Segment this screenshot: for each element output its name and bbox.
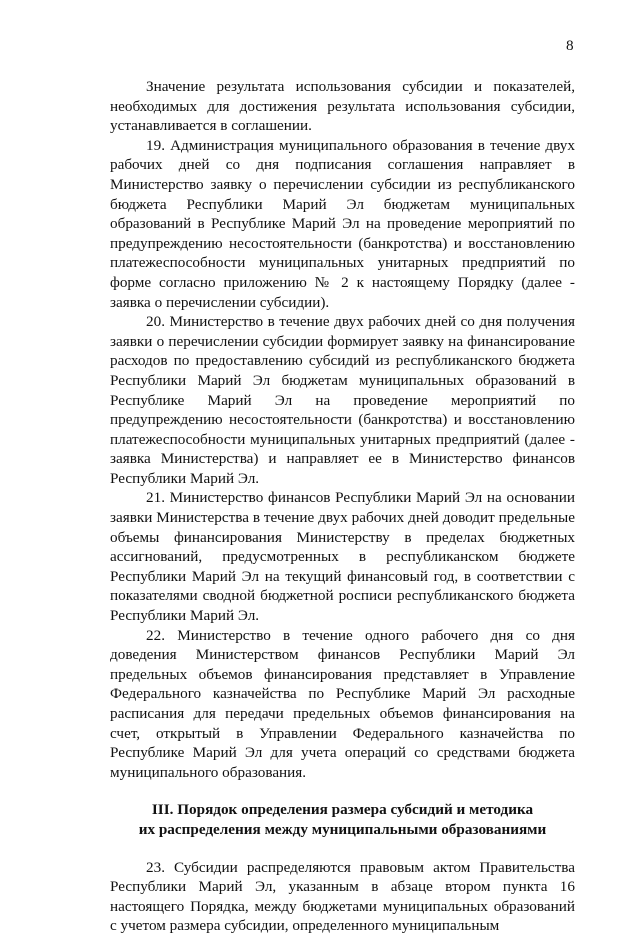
paragraph-19: 19. Администрация муниципального образования в течение двух рабочих дней со дня подписания соглашения направляет в Министерство заявку о перечислении субсидии из республиканского бюджета Республики Марий Эл бюджетам муниципальных образований в Республике Марий Эл на проведение мероприятий по предупреждению несостоятельности (банкротства) и восстановлению платежеспособности муниципальных унитарных предприятий по форме согласно приложению № 2 к настоящему Порядку (далее - заявка о перечислении субсидии). <box>110 136 575 311</box>
paragraph-21: 21. Министерство финансов Республики Марий Эл на основании заявки Министерства в течение двух рабочих дней доводит предельные объемы финансирования Министерству в пределах бюджетных ассигнований, предусмотренных в республиканском бюджете Республики Марий Эл на текущий финансовый год, в соответствии с показателями сводной бюджетной росписи республиканского бюджета Республики Марий Эл. <box>110 489 575 625</box>
paragraph-20: 20. Министерство в течение двух рабочих дней со дня получения заявки о перечислении субсидии формирует заявку на финансирование расходов по предоставлению субсидий из республиканского бюджета Республики Марий Эл бюджетам муниципальных образований в Республике Марий Эл на проведение мероприятий по предупреждению несостоятельности (банкротства) и восстановлению платежеспособности муниципальных унитарных предприятий (далее - заявка Министерства) и направляет ее в Министерство финансов Республики Марий Эл. <box>110 313 575 487</box>
section-heading-line-1: III. Порядок определения размера субсидий и методика <box>151 801 534 819</box>
section-heading-line-2: их распределения между муниципальными образованиями <box>138 820 547 838</box>
paragraph-23: 23. Субсидии распределяются правовым актом Правительства Республики Марий Эл, указанным в абзаце втором пункта 16 настоящего Порядка, между бюджетами муниципальных образований с учетом размера субсидии, определенного муниципальным <box>110 858 575 935</box>
paragraph-22: 22. Министерство в течение одного рабочего дня со дня доведения Министерством финансов Республики Марий Эл предельных объемов финансирования представляет в Управление Федерального казначейства по Республике Марий Эл расходные расписания для передачи предельных объемов финансирования на счет, открытый в Управлении Федерального казначейства по Республике Марий Эл для учета операций со средствами бюджета муниципального образования. <box>110 626 575 781</box>
paragraph-result-value: Значение результата использования субсидии и показателей, необходимых для достижения результата использования субсидии, устанавливается в соглашении. <box>110 78 575 135</box>
document-body <box>110 77 575 936</box>
page-number: 8 <box>566 37 574 54</box>
section-heading <box>110 800 575 839</box>
